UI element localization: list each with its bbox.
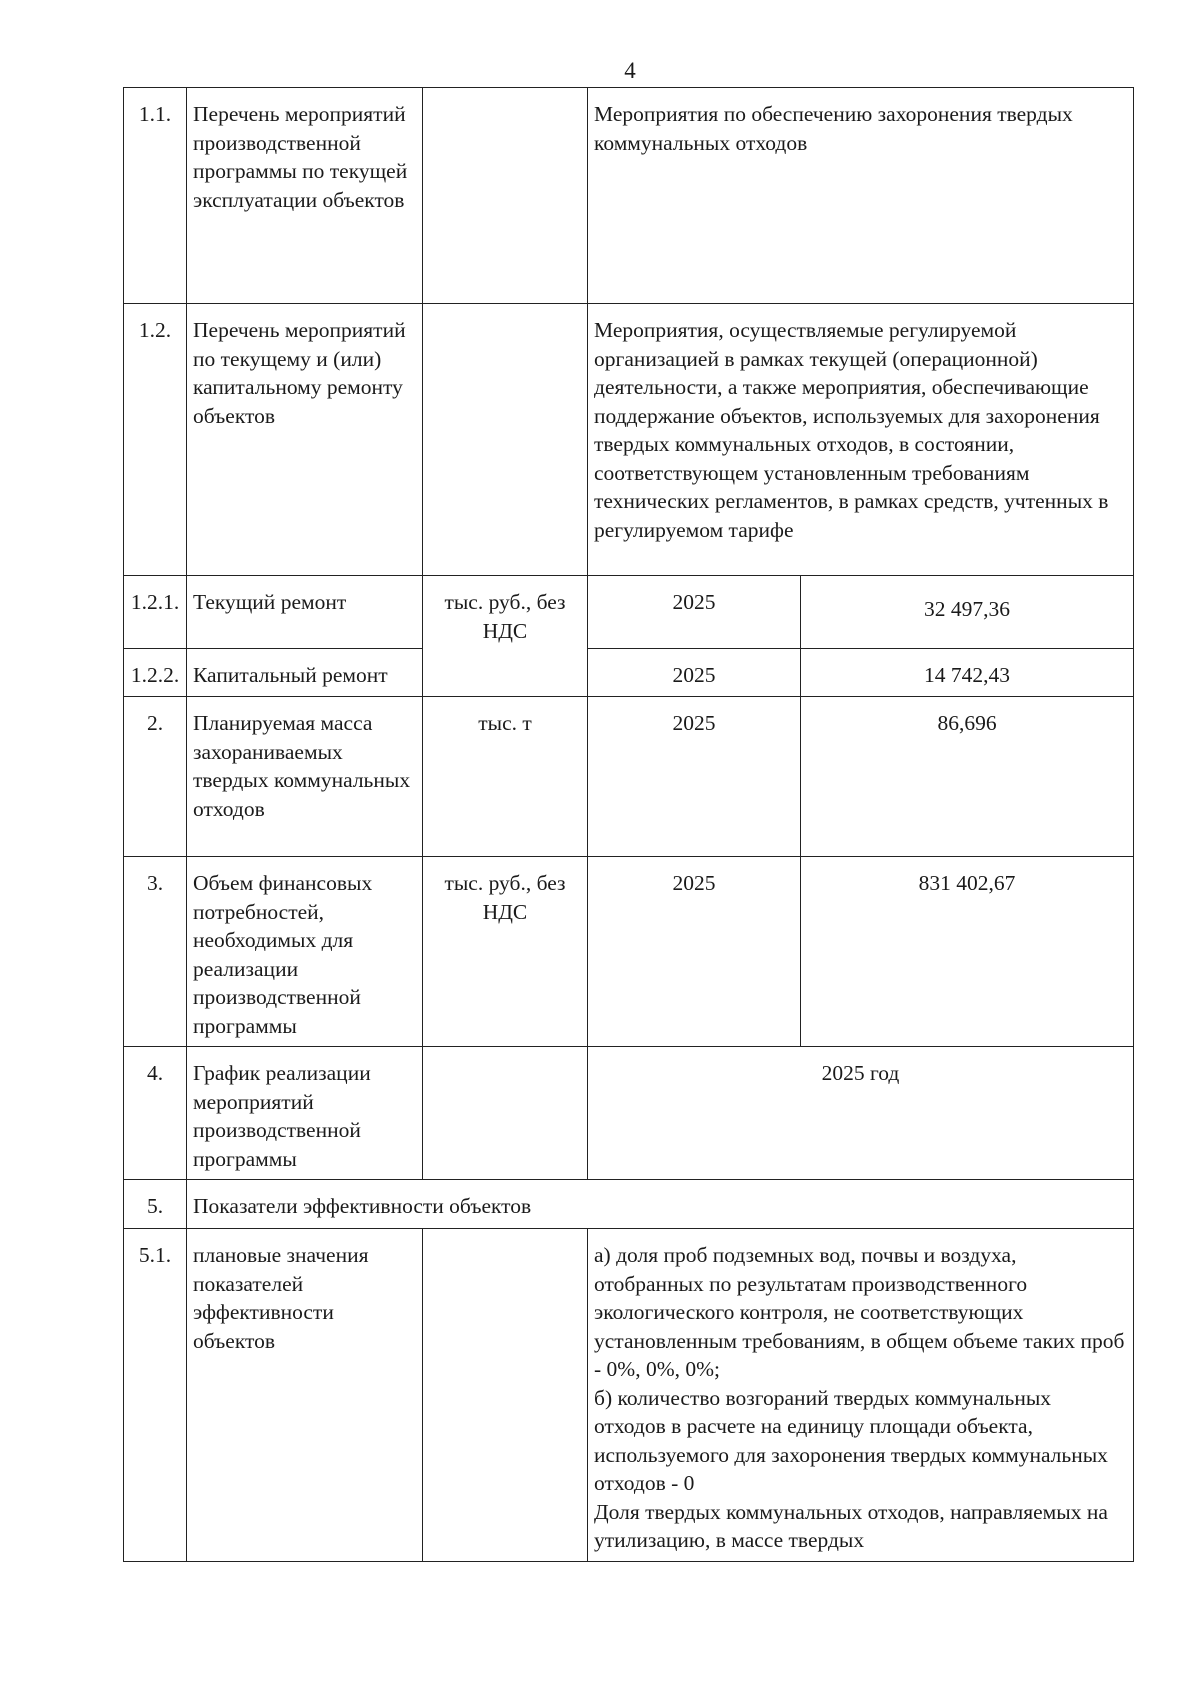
row-name: плановые значения показателей эффективности объектов [187,1229,423,1562]
row-unit: тыс. руб., без НДС [423,857,588,1047]
row-unit-empty [423,88,588,304]
row-number: 1.2.2. [124,649,187,697]
page-number: 4 [624,58,636,83]
row-year: 2025 [588,576,801,649]
row-value: 32 497,36 [801,576,1134,649]
table-row [124,304,1134,576]
row-year: 2025 [588,857,801,1047]
row-number: 3. [124,857,187,1047]
table-row [124,1180,1134,1229]
row-number: 1.1. [124,88,187,304]
row-name: Объем финансовых потребностей, необходимых для реализации производственной программы [187,857,423,1047]
row-name: Капитальный ремонт [187,649,423,697]
row-section-title: Показатели эффективности объектов [187,1180,1134,1229]
row-name: Перечень мероприятий по текущему и (или) капитальному ремонту объектов [187,304,423,576]
row-year: 2025 [588,697,801,857]
indicator-b: б) количество возгораний твердых коммунальных отходов в расчете на единицу площади объекта, используемого для захоронения твердых коммунальных отходов - 0 [594,1385,1108,1495]
row-number: 5.1. [124,1229,187,1562]
table-row [124,857,1134,1047]
production-program-table [123,87,1134,1562]
row-value: 831 402,67 [801,857,1134,1047]
row-name: Планируемая масса захораниваемых твердых коммунальных отходов [187,697,423,857]
table-row [124,88,1134,304]
row-number: 2. [124,697,187,857]
row-name: Текущий ремонт [187,576,423,649]
row-name: Перечень мероприятий производственной программы по текущей эксплуатации объектов [187,88,423,304]
table-row [124,649,1134,697]
row-description: Мероприятия, осуществляемые регулируемой организацией в рамках текущей (операционной) деятельности, а также мероприятия, обеспечивающие поддержание объектов, используемых для захоронения твердых коммунальных отходов, в состоянии, соответствующем установленным требованиям технических регламентов, в рамках средств, учтенных в регулируемом тарифе [588,304,1134,576]
row-unit-empty [423,1047,588,1180]
row-year: 2025 [588,649,801,697]
row-number: 1.2. [124,304,187,576]
row-unit-empty [423,1229,588,1562]
row-unit-empty [423,304,588,576]
row-number: 4. [124,1047,187,1180]
indicator-c: Доля твердых коммунальных отходов, направляемых на утилизацию, в массе твердых [594,1499,1108,1552]
row-description [588,1229,1134,1562]
row-number: 1.2.1. [124,576,187,649]
table-row [124,1047,1134,1180]
table-row [124,697,1134,857]
row-number: 5. [124,1180,187,1229]
row-value: 14 742,43 [801,649,1134,697]
row-value: 86,696 [801,697,1134,857]
row-name: График реализации мероприятий производственной программы [187,1047,423,1180]
table-row [124,576,1134,649]
row-schedule: 2025 год [588,1047,1134,1180]
row-unit: тыс. т [423,697,588,857]
row-description: Мероприятия по обеспечению захоронения твердых коммунальных отходов [588,88,1134,304]
row-unit: тыс. руб., без НДС [423,576,588,697]
indicator-a: а) доля проб подземных вод, почвы и воздуха, отобранных по результатам производственного экологического контроля, не соответствующих установленным требованиям, в общем объеме таких проб - 0%, 0%, 0%; [594,1243,1125,1381]
table-row [124,1229,1134,1562]
